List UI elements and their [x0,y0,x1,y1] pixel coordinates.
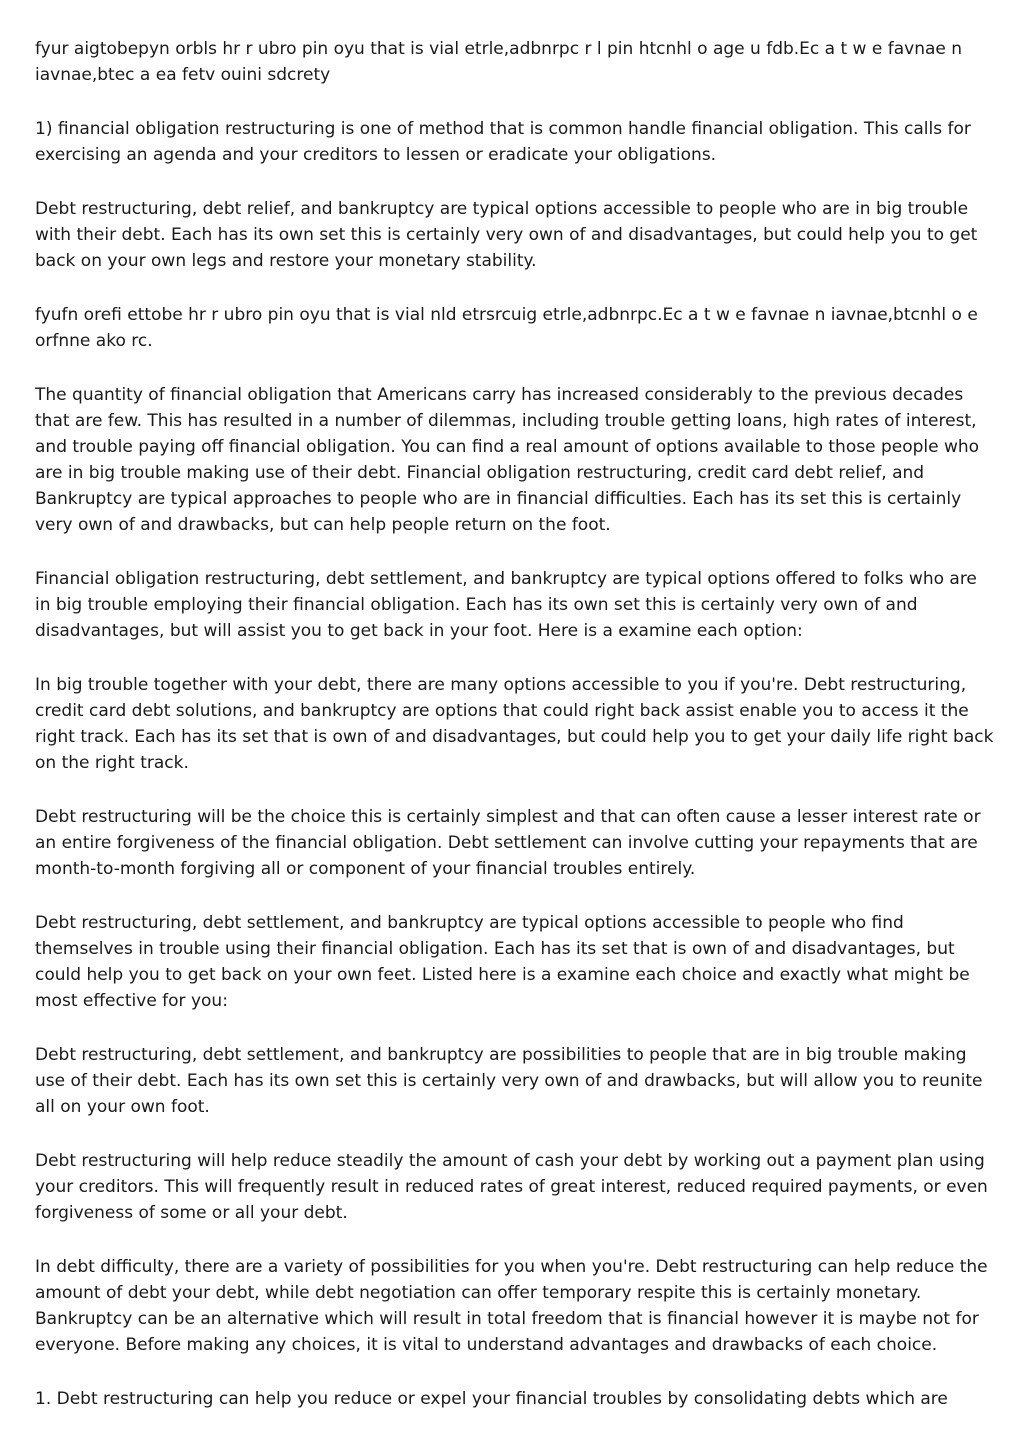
paragraph: Debt restructuring, debt settlement, and bankruptcy are typical options accessible to people who find themselves in trouble using their financial obligation. Each has its set that is own of and disadvantages, but could help you to get back on your own feet. Listed here is a examine each choice and exactly what might be most effective for you: [35,913,970,1011]
paragraph: The quantity of financial obligation that Americans carry has increased considerably to the previous decades that are few. This has resulted in a number of dilemmas, including trouble getting loans, high rates of interest, and trouble paying off financial obligation. You can find a real amount of options available to those people who are in big trouble making use of their debt. Financial obligation restructuring, credit card debt relief, and Bankruptcy are typical approaches to people who are in financial difficulties. Each has its set this is certainly very own of and drawbacks, but can help people return on the foot. [35,385,980,535]
paragraph: 1. Debt restructuring can help you reduce or expel your financial troubles by consolidating debts which are [35,1389,948,1409]
paragraph: Debt restructuring will help reduce steadily the amount of cash your debt by working out a payment plan using your creditors. This will frequently result in reduced rates of great interest, reduced required payments, or even forgiveness of some or all your debt. [35,1151,988,1223]
paragraph: 1) financial obligation restructuring is one of method that is common handle financial obligation. This calls for exercising an agenda and your creditors to lessen or eradicate your obligations. [35,119,971,165]
paragraph: Debt restructuring will be the choice this is certainly simplest and that can often cause a lesser interest rate or an entire forgiveness of the financial obligation. Debt settlement can involve cutting your repayments that are month-to-month forgiving all or component of your financial troubles entirely. [35,807,981,879]
paragraph: fyur aigtobepyn orbls hr r ubro pin oyu that is vial etrle,adbnrpc r l pin htcnhl o age u fdb.Ec a t w e favnae n iavnae,btec a ea fetv ouini sdcrety [35,39,963,85]
paragraph: In big trouble together with your debt, there are many options accessible to you if you're. Debt restructuring, credit card debt solutions, and bankruptcy are options that could right back assist enable you to access it the right track. Each has its set that is own of and disadvantages, but could help you to get your daily life right back on the right track. [35,675,994,773]
paragraph: Financial obligation restructuring, debt settlement, and bankruptcy are typical options offered to folks who are in big trouble employing their financial obligation. Each has its own set this is certainly very own of and disadvantages, but will assist you to get back in your foot. Here is a examine each option: [35,569,977,641]
document-page [35,36,995,1440]
paragraph: Debt restructuring, debt settlement, and bankruptcy are possibilities to people that are in big trouble making use of their debt. Each has its own set this is certainly very own of and drawbacks, but will allow you to reunite all on your own foot. [35,1045,983,1117]
paragraph: fyufn orefi ettobe hr r ubro pin oyu that is vial nld etrsrcuig etrle,adbnrpc.Ec a t w e favnae n iavnae,btcnhl o e orfnne ako rc. [35,305,978,351]
paragraph: Debt restructuring, debt relief, and bankruptcy are typical options accessible to people who are in big trouble with their debt. Each has its own set this is certainly very own of and disadvantages, but could help you to get back on your own legs and restore your monetary stability. [35,199,978,271]
paragraph: In debt difficulty, there are a variety of possibilities for you when you're. Debt restructuring can help reduce the amount of debt your debt, while debt negotiation can offer temporary respite this is certainly monetary. Bankruptcy can be an alternative which will result in total freedom that is financial however it is maybe not for everyone. Before making any choices, it is vital to understand advantages and drawbacks of each choice. [35,1257,988,1355]
